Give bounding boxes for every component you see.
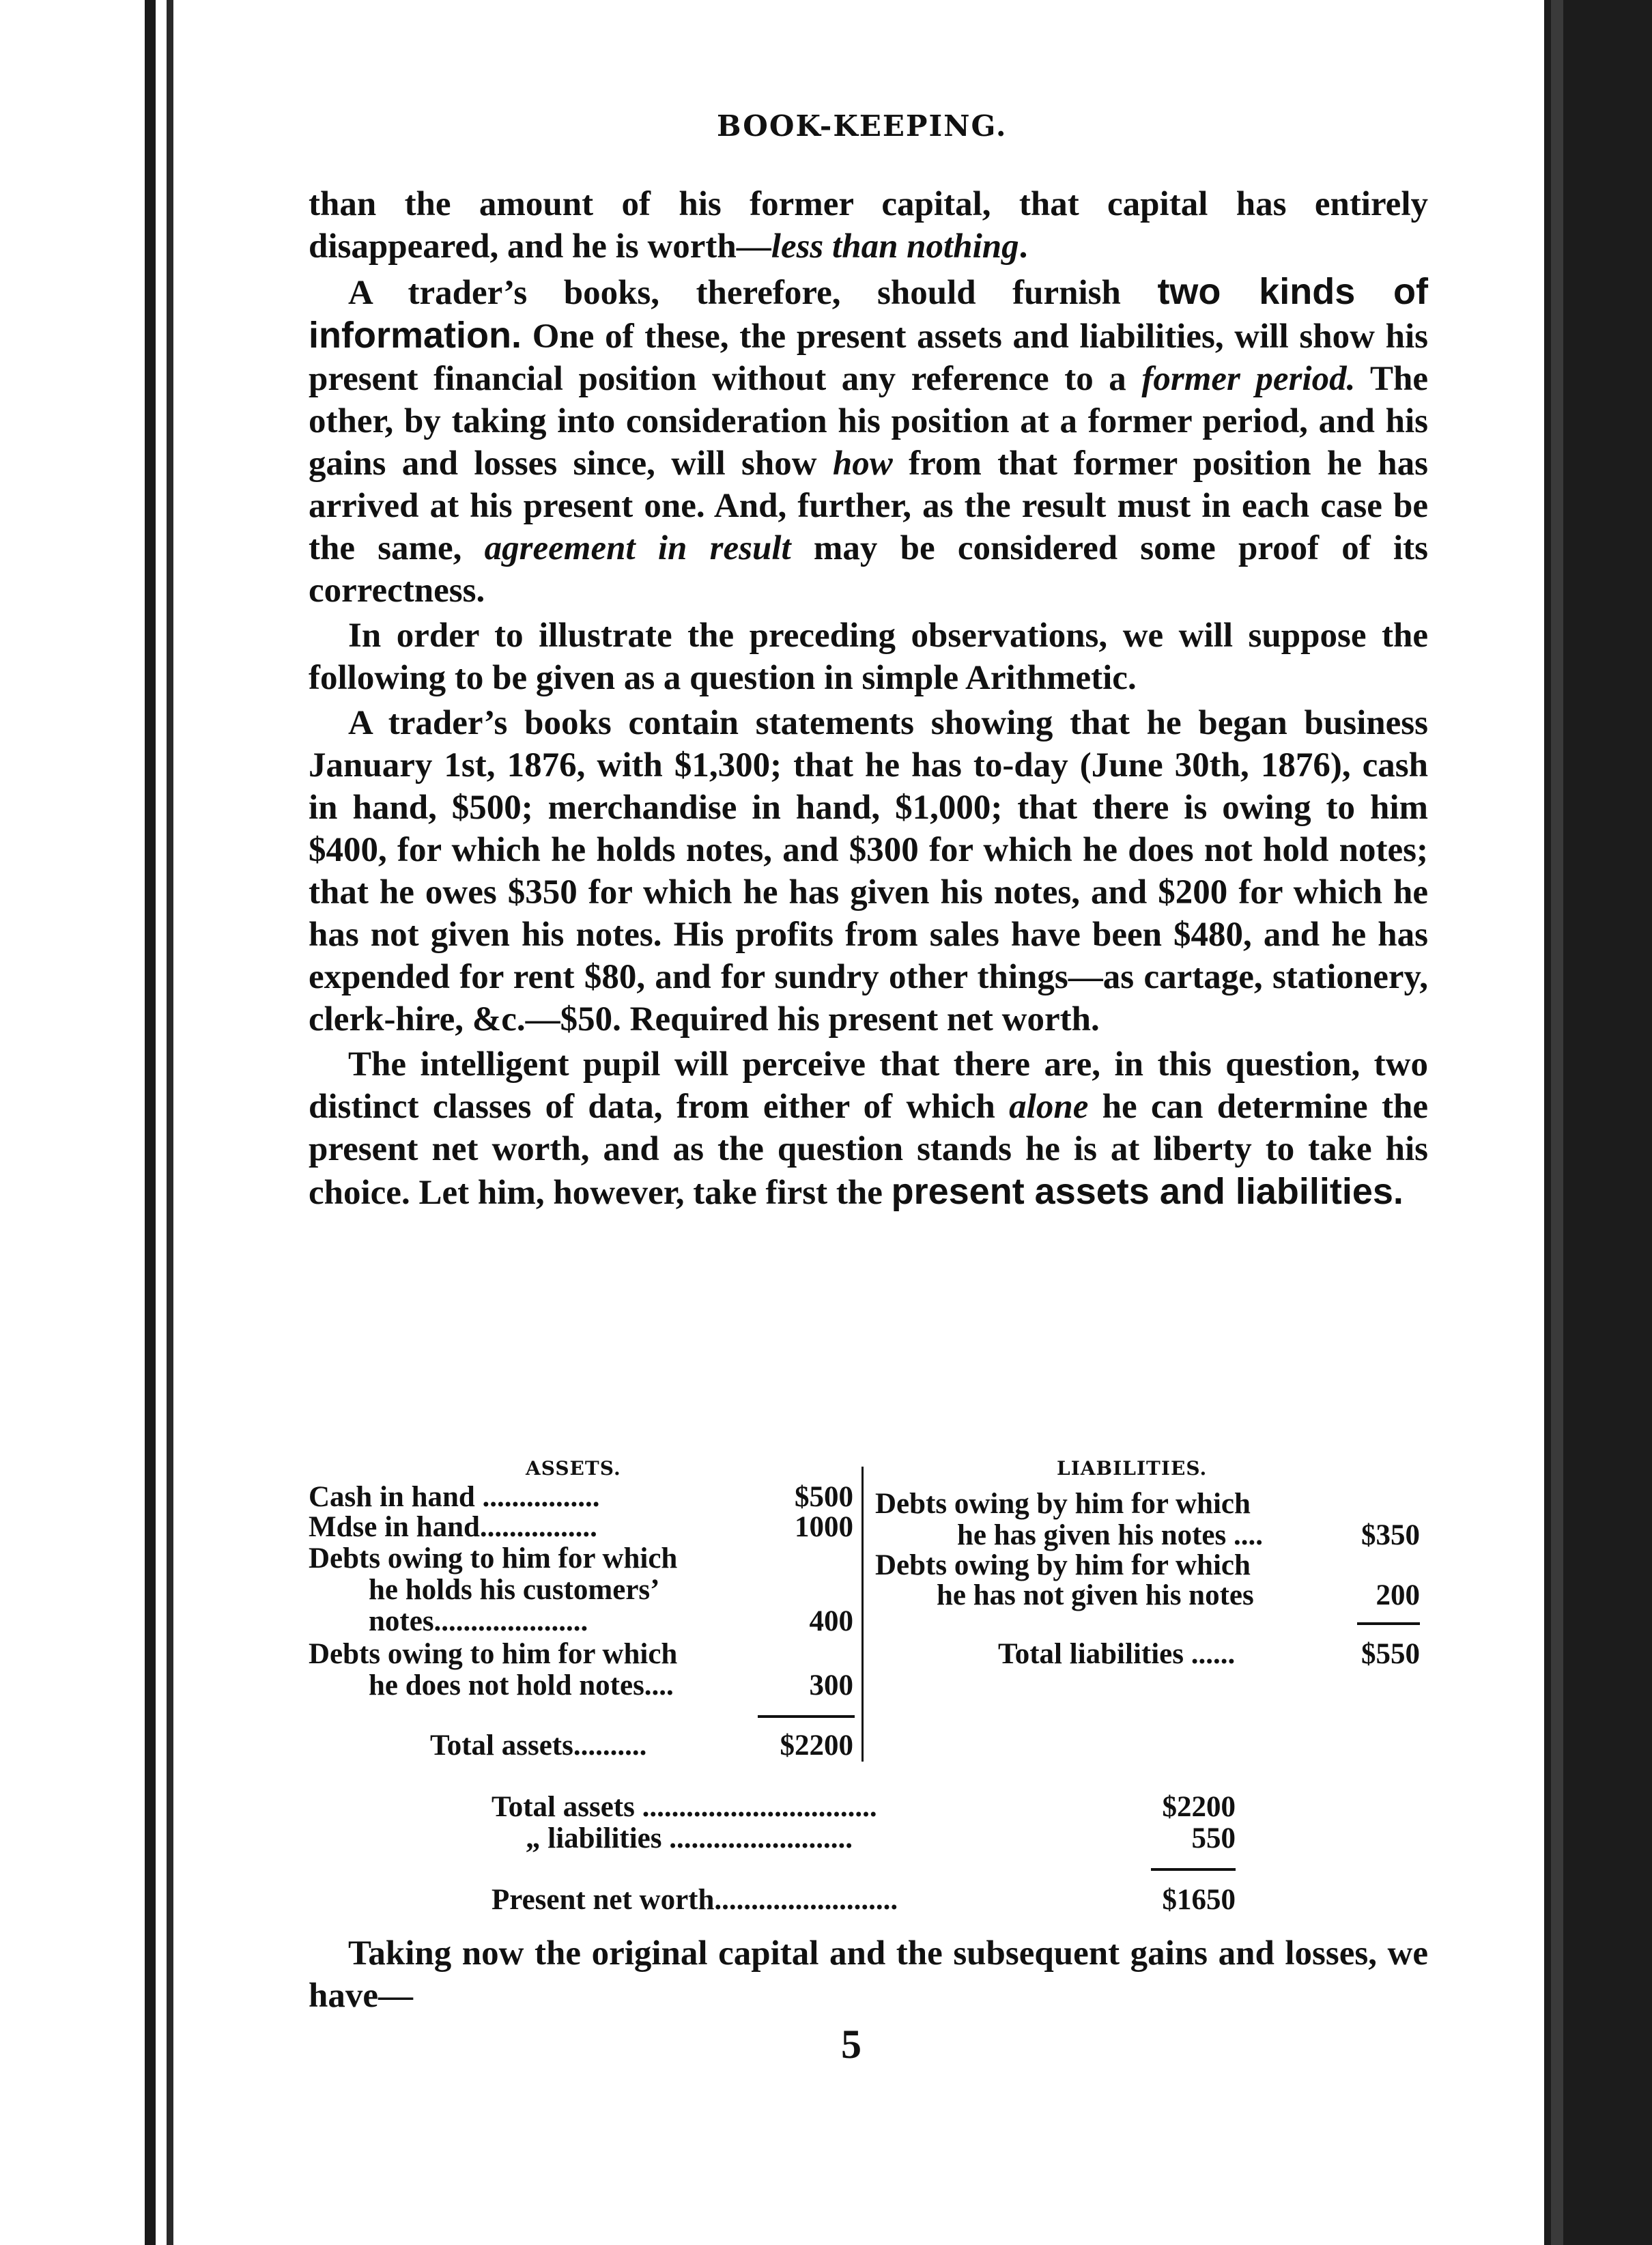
assets-total-amount: $2200 (780, 1729, 853, 1762)
p2-text-e: may be considered some proof of its correctness. (309, 529, 1429, 610)
liabilities-row-label: he has not given his notes (937, 1579, 1254, 1611)
assets-row-amount: 300 (809, 1669, 853, 1702)
summary-sum-rule (1151, 1868, 1236, 1871)
p5-text-a: The intelligent pupil will perceive that there are, in this question, two distinct classes of data, from either of which (309, 1045, 1428, 1126)
liabilities-total-amount: $550 (1361, 1638, 1420, 1670)
p5-italic: alone (1009, 1088, 1089, 1126)
p2-text-a: A trader’s books, therefore, should furnish (348, 274, 1158, 312)
p2-italic-a: former period. (1141, 360, 1356, 398)
p5-text-b: he can determine the present net worth, and as the question stands he is at liberty to take his choice. Let him, however, take first the (309, 1088, 1428, 1212)
paragraph-3: In order to illustrate the preceding observations, we will suppose the following to be given as a question in simple Arithmetic. (309, 617, 1428, 697)
liabilities-row-label: Debts owing by him for which (875, 1488, 1251, 1520)
left-binding-shadow (167, 0, 173, 2245)
closing-text (309, 1932, 1428, 2017)
liabilities-sum-rule (1357, 1622, 1420, 1625)
paragraph-6: Taking now the original capital and the subsequent gains and losses, we have— (309, 1934, 1428, 2015)
liabilities-row-amount: 200 (1376, 1579, 1420, 1611)
assets-row-label: he holds his customers’ (369, 1574, 660, 1606)
p1-text-b: . (1019, 227, 1028, 266)
assets-row-amount: $500 (795, 1481, 853, 1513)
paragraph-2 (309, 270, 1428, 612)
assets-row-label: Debts owing to him for which (309, 1542, 678, 1575)
p2-text-b: One of these, the present assets and liabilities, will show his present financial position without any reference to a (309, 317, 1428, 398)
right-binding-shadow (1551, 0, 1563, 2245)
p1-text-a: than the amount of his former capital, that capital has entirely disappeared, and he is worth— (309, 185, 1428, 266)
left-page-shadow (145, 0, 156, 2245)
assets-row-label: Cash in hand ................ (309, 1481, 600, 1513)
paragraph-1 (309, 183, 1428, 268)
paragraph-4: A trader’s books contain statements showing that he began business January 1st, 1876, with $1,300; that he has to-day (June 30th, 1876), cash in hand, $500; merchandise in hand, $1,000; that there is owing to him $400, for which he holds notes, and $300 for which he does not hold notes; that he owes $350 for which he has given his notes, and $200 for which he has not given his notes. His profits from sales have been $480, and he has expended for rent $80, and for sundry other things—as cartage, stationery, clerk-hire, &c.—$50. Required his present net worth. (309, 704, 1428, 1039)
assets-row-label: Mdse in hand................ (309, 1511, 597, 1543)
running-header: BOOK-KEEPING. (717, 109, 1008, 143)
liabilities-heading: LIABILITIES. (1057, 1457, 1208, 1480)
assets-row-label: Debts owing to him for which (309, 1638, 678, 1670)
p2-text-c: The other, by taking into consideration his position at a former period, and his gains and losses since, will show (309, 360, 1428, 483)
summary-row-amount: $2200 (1162, 1791, 1236, 1823)
summary-row-amount: 550 (1191, 1822, 1236, 1854)
liabilities-row-amount: $350 (1361, 1519, 1420, 1551)
liabilities-row-label: he has given his notes .... (957, 1519, 1263, 1551)
assets-total-label: Total assets.......... (430, 1729, 647, 1762)
net-worth-amount: $1650 (1162, 1884, 1236, 1916)
body-text (309, 183, 1428, 1214)
p5-emphasis-sans: present assets and liabilities. (891, 1171, 1404, 1212)
paragraph-5 (309, 1043, 1428, 1214)
right-page-edge (1544, 0, 1652, 2245)
page-number: 5 (841, 2022, 861, 2067)
liabilities-total-label: Total liabilities ...... (998, 1638, 1236, 1670)
left-page-edge (0, 0, 177, 2245)
table-divider (861, 1467, 864, 1762)
p2-text-d: from that former position he has arrived at his present one. And, further, as the result must in each case be the same, (309, 444, 1428, 567)
assets-row-amount: 1000 (795, 1511, 853, 1543)
liabilities-row-label: Debts owing by him for which (875, 1549, 1251, 1581)
summary-row-label: Total assets ................................ (492, 1791, 877, 1823)
p2-emphasis-sans: two kinds of information. (309, 271, 1428, 356)
net-worth-label: Present net worth......................... (492, 1884, 898, 1916)
assets-row-amount: 400 (809, 1605, 853, 1637)
assets-sum-rule (758, 1715, 855, 1718)
p1-italic: less than nothing (771, 227, 1019, 266)
p2-italic-b: how (832, 444, 893, 483)
assets-row-label: he does not hold notes.... (369, 1669, 674, 1702)
summary-row-label: „ liabilities ......................... (526, 1822, 853, 1854)
assets-row-label: notes..................... (369, 1605, 588, 1637)
assets-heading: ASSETS. (526, 1457, 621, 1480)
p2-italic-c: agreement in result (484, 529, 791, 567)
